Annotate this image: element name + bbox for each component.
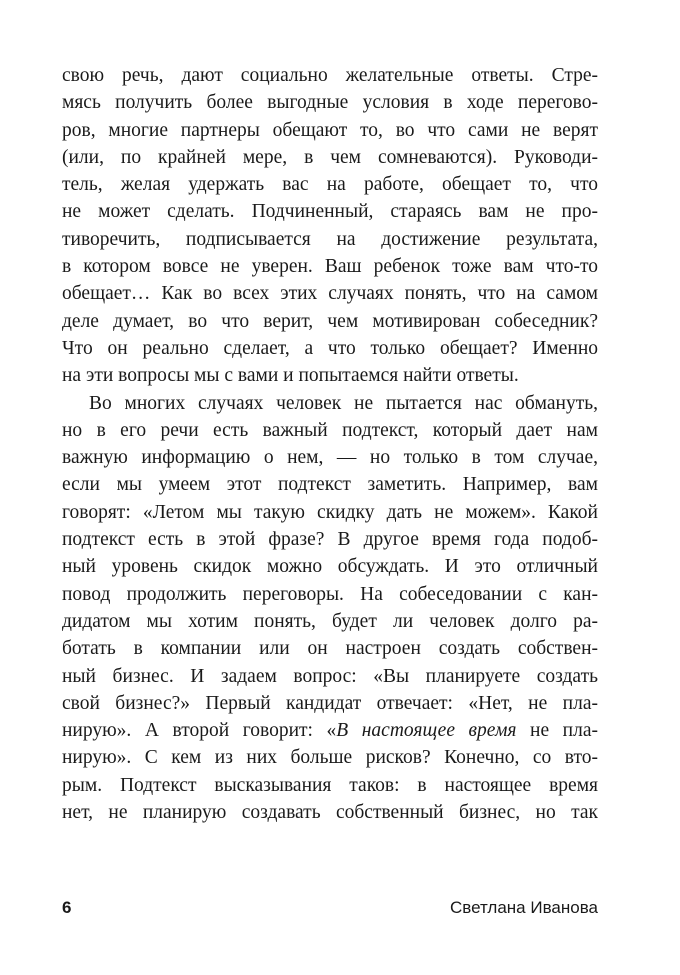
text-line: ботать в компании или он настроен создать собствен- <box>62 638 598 660</box>
text-line: обещает… Как во всех этих случаях понять, что на самом <box>62 283 598 305</box>
body-text <box>62 62 598 826</box>
text-line: не может сделать. Подчиненный, стараясь вам не про- <box>62 201 598 223</box>
page-footer <box>62 896 598 920</box>
text-line: нирую». С кем из них больше рисков? Конечно, со вто- <box>62 747 598 769</box>
text-line: в котором вовсе не уверен. Ваш ребенок тоже вам что-то <box>62 256 598 278</box>
text-line: подтекст есть в этой фразе? В другое время года подоб- <box>62 529 598 551</box>
text-line: Что он реально сделает, а что только обещает? Именно <box>62 337 598 359</box>
text-line: деле думает, во что верит, чем мотивирован собеседник? <box>62 310 598 332</box>
text-line: мясь получить более выгодные условия в ходе перегово- <box>62 92 598 114</box>
text-line: дидатом мы хотим понять, будет ли человек долго ра- <box>62 610 598 632</box>
text-segment: нирую». А второй говорит: « <box>62 720 337 742</box>
text-line-with-emphasis <box>62 717 598 744</box>
text-line: рым. Подтекст высказывания таков: в настоящее время <box>62 774 598 796</box>
text-line: свою речь, дают социально желательные ответы. Стре- <box>62 65 598 86</box>
text-line: (или, по крайней мере, в чем сомневаются). Руководи- <box>62 146 598 168</box>
text-line: если мы умеем этот подтекст заметить. Например, вам <box>62 474 598 496</box>
text-line: ров, многие партнеры обещают то, во что сами не верят <box>62 119 598 141</box>
text-line: важную информацию о нем, — но только в том случае, <box>62 447 598 469</box>
text-line: на эти вопросы мы с вами и попытаемся найти ответы. <box>62 365 519 387</box>
text-line: ный уровень скидок можно обсуждать. И это отличный <box>62 556 598 578</box>
text-line: но в его речи есть важный подтекст, который дает нам <box>62 419 598 441</box>
text-line: ный бизнес. И задаем вопрос: «Вы планируете создать <box>62 665 598 687</box>
text-line: свой бизнес?» Первый кандидат отвечает: «Нет, не пла- <box>62 692 598 714</box>
emphasized-phrase: В настоящее время <box>336 720 517 742</box>
text-line: говорят: «Летом мы такую скидку дать не можем». Какой <box>62 501 598 523</box>
running-author: Светлана Иванова <box>449 898 598 917</box>
text-segment: не пла- <box>516 720 598 742</box>
text-line: повод продолжить переговоры. На собеседовании с кан- <box>62 583 598 605</box>
text-line: Во многих случаях человек не пытается нас обмануть, <box>89 392 598 414</box>
text-line: тиворечить, подписывается на достижение результата, <box>62 228 598 250</box>
text-line: тель, желая удержать вас на работе, обещает то, что <box>62 174 598 196</box>
page-number: 6 <box>62 898 72 917</box>
text-line: нет, не планирую создавать собственный бизнес, но так <box>62 802 598 824</box>
